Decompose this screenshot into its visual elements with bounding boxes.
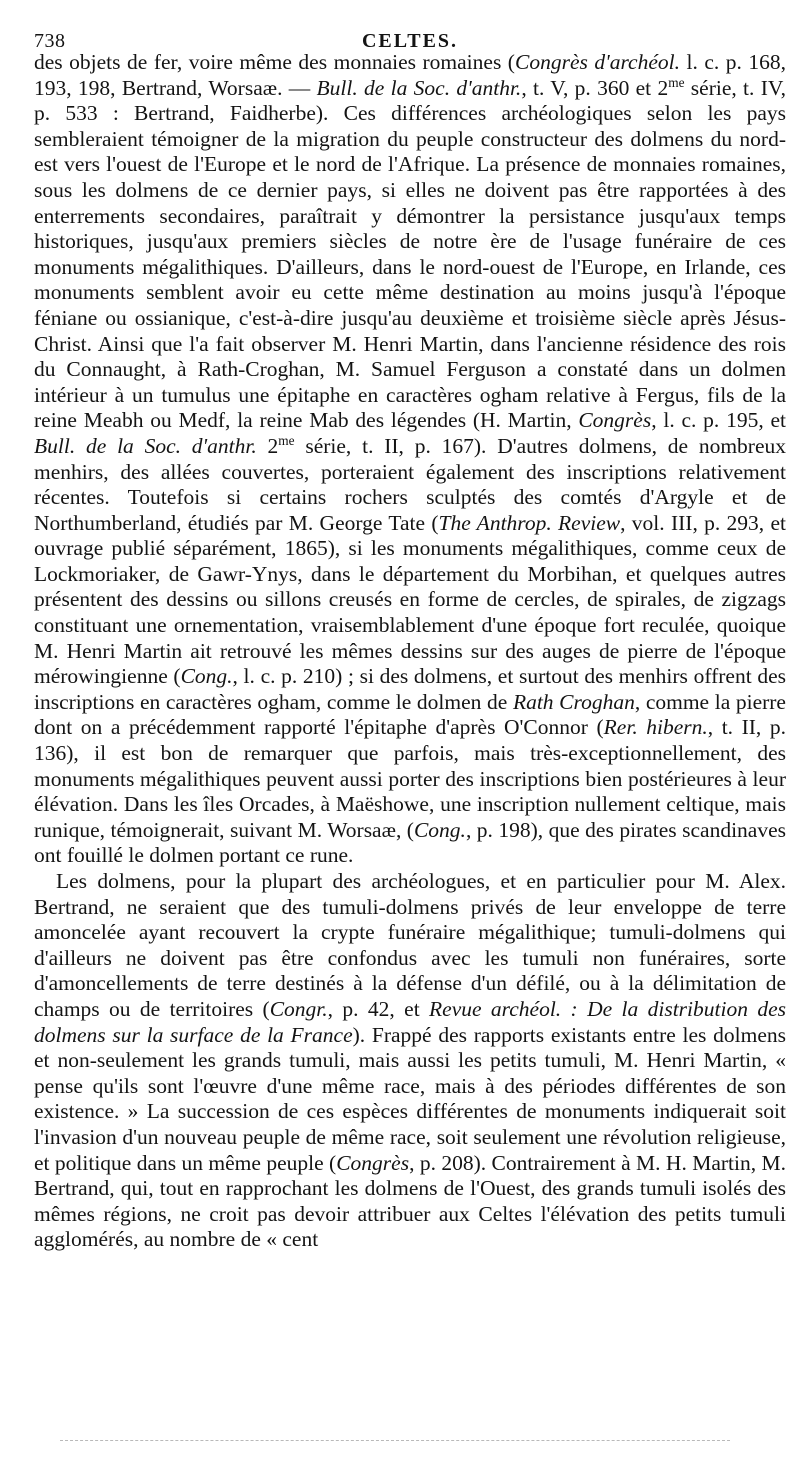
italic-citation: Bull. de la Soc. d'anthr. [316, 75, 522, 100]
text-run: série, t. IV, p. 533 : Bertrand, Faidherbe). Ces différences archéologiques selon les pays sembleraient témoigner de la migration du peuple constructeur des dolmens du nord-est vers l'ouest de l'Europe et le nord de l'Afrique. La présence de monnaies romaines, sous les dolmens de ce dernier pays, si elles ne doivent pas être rapportées à des enterrements secondaires, paraîtrait y démontrer la persistance jusqu'aux temps historiques, jusqu'aux premiers siècles de notre ère de l'usage funéraire de ces monuments mégalithiques. D'ailleurs, dans le nord-ouest de l'Europe, en Irlande, ces monuments semblent avoir eu cette même destination au moins jusqu'à l'époque féniane ou ossianique, c'est-à-dire jusqu'au deuxième et troisième siècle après Jésus-Christ. Ainsi que l'a fait observer M. Henri Martin, dans l'ancienne résidence des rois du Connaught, à Rath-Croghan, M. Samuel Ferguson a constaté dans un dolmen intérieur à un tumulus une épitaphe en caractères ogham relative à Fergus, fils de la reine Meabh ou Medf, la reine Mab des légendes (H. Martin, [34, 75, 786, 433]
text-run: , t. II, p. 136), il est bon de remarquer que parfois, mais très-exceptionnellement, des monuments mégalithiques peuvent aussi porter des inscriptions bien postérieures à leur élévation. Dans les îles Orcades, à Maëshowe, une inscription nullement celtique, mais runique, témoignerait, suivant M. Worsaæ, ( [34, 715, 786, 842]
page-number: 738 [34, 30, 66, 52]
text-run: , l. c. p. 195, et [651, 408, 786, 433]
text-run: 2 [256, 433, 279, 458]
text-run: , p. 208). Contrairement à M. H. Martin, M. Bertrand, qui, tout en rapprochant les dolmens de l'Ouest, des grands tumuli isolés des mêmes régions, ne croit pas devoir attribuer aux Celtes l'élévation des petits tumuli agglomérés, au nombre de « cent [34, 1150, 786, 1252]
body-text [34, 50, 786, 1253]
text-run: , p. 42, et [327, 996, 430, 1021]
footer-dashed-rule [60, 1440, 730, 1441]
text-run: , vol. III, p. 293, et ouvrage publié séparément, 1865), si les monuments mégalithiques, comme ceux de Lockmoriaker, de Gawr-Ynys, dans le département du Morbihan, et quelques autres présentent des dessins ou sillons creusés en forme de cercles, de spirales, de zigzags constituant une ornementation, vraisemblablement d'une époque fort reculée, quoique M. Henri Martin ait retrouvé les mêmes dessins sur des auges de pierre de l'époque mérowingienne ( [34, 510, 787, 689]
text-run: des objets de fer, voire même des monnaies romaines ( [34, 50, 515, 74]
italic-citation: Congr. [269, 996, 328, 1021]
italic-citation: Cong. [413, 817, 466, 842]
italic-citation: Congrès [336, 1150, 410, 1175]
running-head [34, 0, 786, 50]
text-run: Les dolmens, pour la plupart des archéologues, et en particulier pour M. Alex. Bertrand, ne seraient que des tumuli-dolmens privés de leur enveloppe de terre amoncelée ayant recouvert la crypte funéraire mégalithique; tumuli-dolmens qui d'ailleurs ne doivent pas être confondus avec les tumuli non funéraires, sorte d'amoncellements de terre destinés à la défense d'un défilé, ou à la délimitation de champs ou de territoires ( [34, 869, 786, 1021]
italic-citation: Rer. hibern. [603, 715, 708, 740]
italic-citation: Congrès [578, 408, 652, 433]
italic-citation: Revue archéol. : De la distribution des dolmens sur la surface de la France [34, 996, 787, 1047]
italic-citation: Bull. de la Soc. d'anthr. [34, 433, 257, 458]
italic-citation: Rath Croghan [512, 689, 635, 714]
italic-citation: The Anthrop. Review [438, 510, 621, 535]
superscript-text: me [278, 432, 295, 448]
text-run: , l. c. p. 210) ; si des dolmens, et surtout des menhirs offrent des inscriptions en caractères ogham, comme le dolmen de [34, 664, 787, 714]
running-title: CELTES. [361, 30, 459, 52]
paragraph [34, 869, 786, 1253]
text-run: , p. 198), que des pirates scandinaves ont fouillé le dolmen portant ce rune. [34, 817, 786, 868]
text-run: , t. V, p. 360 et 2 [521, 75, 669, 100]
paragraph [34, 50, 786, 869]
text-run: série, t. II, p. 167). D'autres dolmens, de nombreux menhirs, des allées couvertes, porteraient également des inscriptions relativement récentes. Toutefois si certains rochers sculptés des comtés d'Argyle et de Northumberland, étudiés par M. George Tate ( [34, 433, 786, 535]
text-run: l. c. p. 168, 193, 198, Bertrand, Worsaæ. — [34, 50, 787, 100]
text-run: ). Frappé des rapports existants entre les dolmens et non-seulement les grands tumuli, mais aussi les petits tumuli, M. Henri Martin, « pense qu'ils sont l'œuvre d'une même race, mais à des périodes différentes de son existence. » La succession de ces espèces différentes de monuments indiquerait soit l'invasion d'un nouveau peuple de même race, soit seulement une révolution religieuse, et politique dans un même peuple ( [34, 1022, 787, 1175]
italic-citation: Cong. [180, 664, 233, 689]
superscript-text: me [668, 74, 685, 90]
text-run: , comme la pierre dont on a précédemment rapporté l'épitaphe d'après O'Connor ( [34, 689, 786, 740]
italic-citation: Congrès d'archéol. [514, 50, 680, 74]
